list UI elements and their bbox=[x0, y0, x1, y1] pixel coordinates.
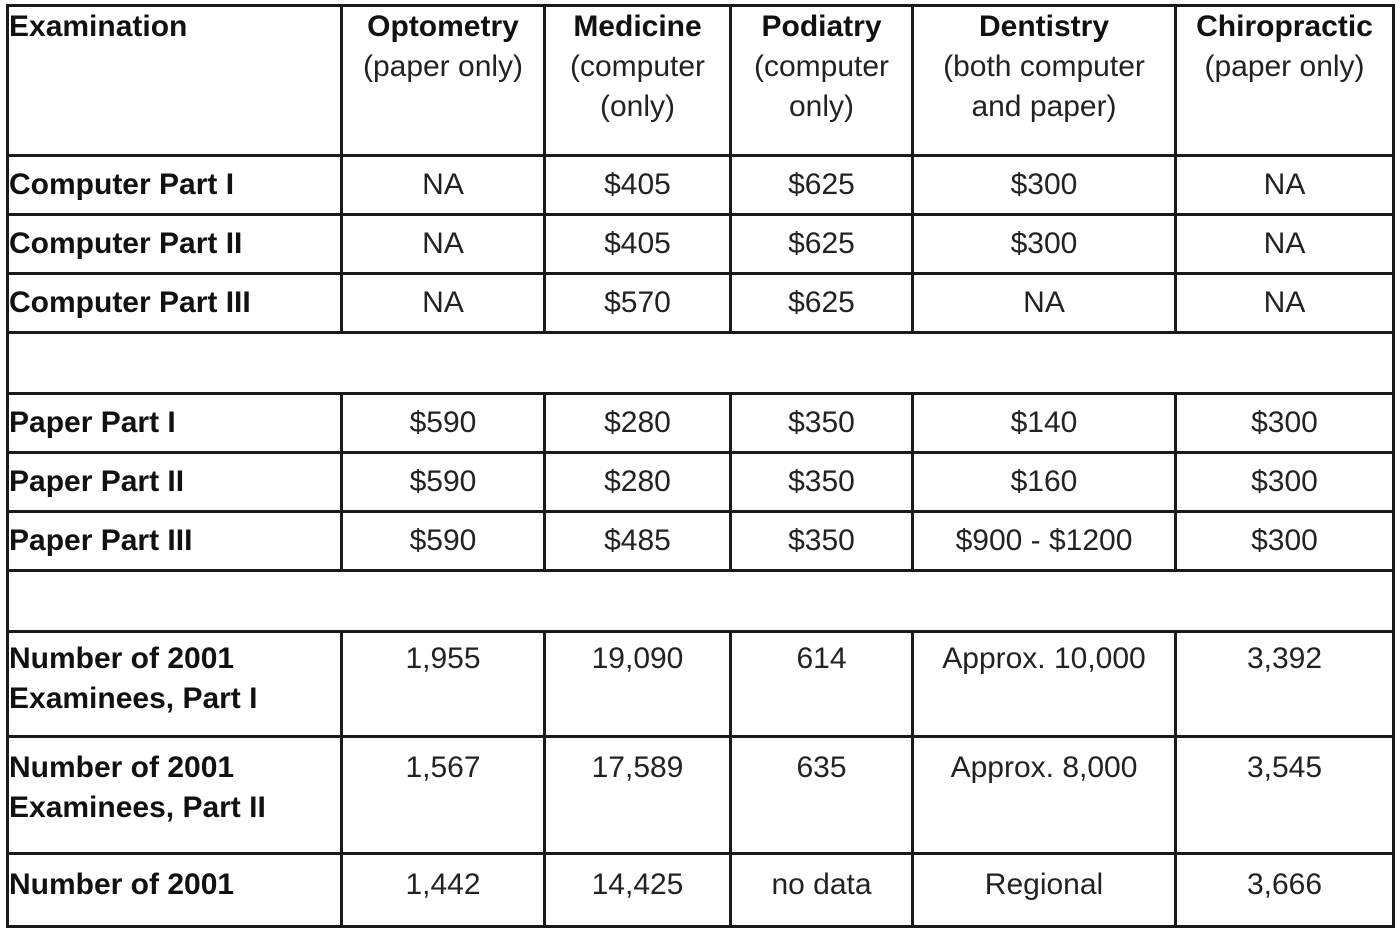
spacer-cell bbox=[8, 333, 1394, 394]
table-cell: NA bbox=[913, 274, 1176, 333]
table-cell: $625 bbox=[731, 274, 913, 333]
table-row bbox=[8, 394, 1394, 453]
spacer-cell bbox=[8, 571, 1394, 632]
optometry-header bbox=[342, 6, 545, 156]
table-cell: $300 bbox=[913, 215, 1176, 274]
table-cell: $300 bbox=[1176, 453, 1394, 512]
table-row bbox=[8, 453, 1394, 512]
table-cell: 1,442 bbox=[342, 854, 545, 927]
table-cell: NA bbox=[1176, 274, 1394, 333]
table-cell: $280 bbox=[545, 453, 731, 512]
table-cell: $300 bbox=[1176, 394, 1394, 453]
table-row bbox=[8, 737, 1394, 854]
table-cell: $590 bbox=[342, 453, 545, 512]
column-name: Optometry bbox=[367, 10, 519, 43]
column-name: Podiatry bbox=[761, 10, 882, 43]
row-label: Computer Part III bbox=[8, 274, 342, 333]
table-row bbox=[8, 854, 1394, 927]
row-label: Number of 2001 bbox=[8, 854, 342, 927]
table-cell: $900 - $1200 bbox=[913, 512, 1176, 571]
table-cell: Regional bbox=[913, 854, 1176, 927]
column-name: Medicine bbox=[573, 10, 702, 43]
table-cell: 3,666 bbox=[1176, 854, 1394, 927]
table-cell: $485 bbox=[545, 512, 731, 571]
spacer-row bbox=[8, 333, 1394, 394]
table-cell: $625 bbox=[731, 156, 913, 215]
column-subtitle: (computer (only) bbox=[569, 50, 706, 123]
row-label: Computer Part II bbox=[8, 215, 342, 274]
table-cell: $160 bbox=[913, 453, 1176, 512]
table-row bbox=[8, 512, 1394, 571]
table-cell: 17,589 bbox=[545, 737, 731, 854]
table-cell: NA bbox=[342, 274, 545, 333]
table-cell: NA bbox=[1176, 215, 1394, 274]
table-cell: $590 bbox=[342, 394, 545, 453]
table-cell: 614 bbox=[731, 632, 913, 737]
row-label: Paper Part III bbox=[8, 512, 342, 571]
table-cell: 635 bbox=[731, 737, 913, 854]
table-cell: $140 bbox=[913, 394, 1176, 453]
table-cell: 19,090 bbox=[545, 632, 731, 737]
table-row bbox=[8, 215, 1394, 274]
table-cell: $405 bbox=[545, 156, 731, 215]
table-cell: Approx. 10,000 bbox=[913, 632, 1176, 737]
row-label: Paper Part I bbox=[8, 394, 342, 453]
table-cell: NA bbox=[342, 215, 545, 274]
table-cell: NA bbox=[1176, 156, 1394, 215]
table-cell: $405 bbox=[545, 215, 731, 274]
table-cell: 3,545 bbox=[1176, 737, 1394, 854]
table-cell: $350 bbox=[731, 512, 913, 571]
table-cell: $280 bbox=[545, 394, 731, 453]
podiatry-header bbox=[731, 6, 913, 156]
table-row bbox=[8, 632, 1394, 737]
exam-fees-table bbox=[6, 4, 1395, 928]
spacer-row bbox=[8, 571, 1394, 632]
row-label: Computer Part I bbox=[8, 156, 342, 215]
row-label: Number of 2001 Examinees, Part I bbox=[8, 632, 342, 737]
column-subtitle: (both computer and paper) bbox=[943, 50, 1145, 123]
row-label: Paper Part II bbox=[8, 453, 342, 512]
table-cell: 3,392 bbox=[1176, 632, 1394, 737]
table-cell: 14,425 bbox=[545, 854, 731, 927]
column-subtitle: (paper only) bbox=[362, 50, 524, 83]
medicine-header bbox=[545, 6, 731, 156]
examination-header: Examination bbox=[8, 6, 342, 156]
table-cell: 1,567 bbox=[342, 737, 545, 854]
column-name: Dentistry bbox=[978, 10, 1110, 43]
table-cell: Approx. 8,000 bbox=[913, 737, 1176, 854]
table-cell: $590 bbox=[342, 512, 545, 571]
table-cell: $300 bbox=[1176, 512, 1394, 571]
table-row bbox=[8, 274, 1394, 333]
table-cell: $570 bbox=[545, 274, 731, 333]
header-row bbox=[8, 6, 1394, 156]
column-name: Chiropractic bbox=[1196, 10, 1373, 43]
table-cell: $300 bbox=[913, 156, 1176, 215]
table-cell: $625 bbox=[731, 215, 913, 274]
table-cell: 1,955 bbox=[342, 632, 545, 737]
table-cell: no data bbox=[731, 854, 913, 927]
table-row bbox=[8, 156, 1394, 215]
column-subtitle: (computer only) bbox=[753, 50, 890, 123]
table-cell: $350 bbox=[731, 453, 913, 512]
dentistry-header bbox=[913, 6, 1176, 156]
table-cell: $350 bbox=[731, 394, 913, 453]
chiropractic-header bbox=[1176, 6, 1394, 156]
table-cell: NA bbox=[342, 156, 545, 215]
column-subtitle: (paper only) bbox=[1204, 50, 1365, 83]
row-label: Number of 2001 Examinees, Part II bbox=[8, 737, 342, 854]
